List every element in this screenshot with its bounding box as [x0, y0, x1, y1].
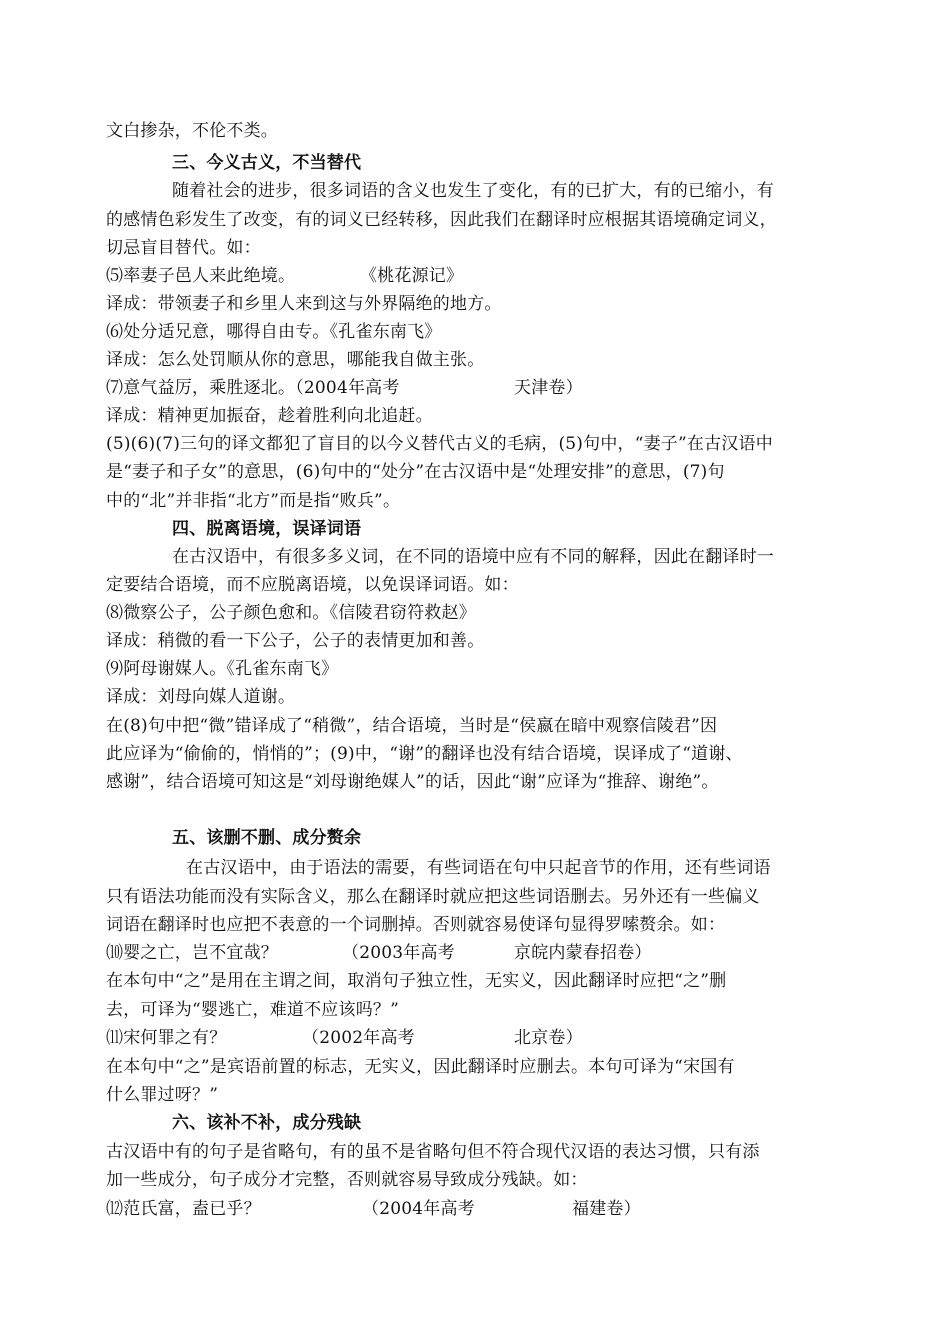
section-heading-4: 四、脱离语境，误译词语	[172, 519, 362, 539]
example-5	[106, 265, 846, 287]
note-line: 在(8)句中把“微”错译成了“稍微”，结合语境，当时是“侯嬴在暗中观察信陵君”因	[106, 716, 718, 736]
paragraph-line: 定要结合语境，而不应脱离语境，以免误译词语。如：	[106, 575, 519, 595]
example-12	[106, 1198, 846, 1220]
translation-9: 译成：刘母向媒人道谢。	[106, 687, 296, 707]
translation-7: 译成：精神更加振奋，趁着胜利向北追赶。	[106, 406, 433, 426]
paragraph-line: 在古汉语中，由于语法的需要，有些词语在句中只起音节的作用，还有些词语	[186, 858, 771, 878]
translation-8: 译成：稍微的看一下公子，公子的表情更加和善。	[106, 631, 485, 651]
paragraph-line: 随着社会的进步，很多词语的含义也发生了变化，有的已扩大，有的已缩小，有	[172, 181, 774, 201]
example-9: ⑼阿母谢媒人。《孔雀东南飞》	[106, 659, 339, 679]
note-line: 在本句中“之”是宾语前置的标志，无实义，因此翻译时应删去。本句可译为“宋国有	[106, 1057, 735, 1077]
example-10	[106, 942, 846, 964]
note-line: 在本句中“之”是用在主谓之间，取消句子独立性，无实义，因此翻译时应把“之”删	[106, 971, 727, 991]
example-text: ⑾宋何罪之有？	[106, 1028, 227, 1048]
note-line: (5)(6)(7)三句的译文都犯了盲目的以今义替代古义的毛病，(5)句中，“妻子”在古汉语中	[106, 434, 773, 454]
paragraph-line: 只有语法功能而没有实际含义，那么在翻译时就应把这些词语删去。另外还有一些偏义	[106, 887, 760, 907]
note-line: 此应译为“偷偷的，悄悄的”；(9)中，“谢”的翻译也没有结合语境，误译成了“道谢、	[106, 744, 743, 764]
example-6: ⑹处分适兄意，哪得自由专。《孔雀东南飞》	[106, 322, 442, 342]
paragraph-line: 加一些成分，句子成分才完整，否则就容易导致成分残缺。如：	[106, 1170, 588, 1190]
paragraph-line: 的感情色彩发生了改变，有的词义已经转移，因此我们在翻译时应根据其语境确定词义，	[106, 210, 777, 230]
note-line: 感谢”，结合语境可知这是“刘母谢绝媒人”的话，因此“谢”应译为“推辞、谢绝”。	[106, 772, 719, 792]
note-line: 中的“北”并非指“北方”而是指“败兵”。	[106, 491, 401, 511]
section-heading-5: 五、该删不删、成分赘余	[172, 828, 362, 848]
note-line: 是“妻子和子女”的意思，(6)句中的“处分”在古汉语中是“处理安排”的意思，(7)句	[106, 462, 725, 482]
example-text: ⑽婴之亡，岂不宜哉？	[106, 943, 278, 963]
paragraph-line: 在古汉语中，有很多多义词，在不同的语境中应有不同的解释，因此在翻译时一	[172, 547, 774, 567]
example-source: 《桃花源记》	[360, 266, 464, 286]
translation-6: 译成：怎么处罚顺从你的意思，哪能我自做主张。	[106, 350, 485, 370]
section-heading-3: 三、今义古义，不当替代	[172, 153, 362, 173]
example-source: （2002年高考	[302, 1028, 415, 1048]
example-8: ⑻微察公子，公子颜色愈和。《信陵君窃符救赵》	[106, 603, 476, 623]
example-source: （2003年高考	[342, 943, 455, 963]
note-line: 去，可译为“婴逃亡，难道不应该吗？”	[106, 1000, 399, 1020]
example-source: （2004年高考	[362, 1199, 475, 1219]
paragraph-line: 切忌盲目替代。如：	[106, 238, 261, 258]
example-7	[106, 377, 846, 399]
example-source: 北京卷）	[514, 1028, 583, 1048]
example-text: ⑿范氏富，盍已乎？	[106, 1199, 261, 1219]
translation-5: 译成：带领妻子和乡里人来到这与外界隔绝的地方。	[106, 294, 502, 314]
section-heading-6: 六、该补不补，成分残缺	[172, 1113, 362, 1133]
example-11	[106, 1027, 846, 1049]
paragraph-line: 古汉语中有的句子是省略句，有的虽不是省略句但不符合现代汉语的表达习惯，只有添	[106, 1142, 760, 1162]
text-line: 文白掺杂，不伦不类。	[106, 121, 278, 141]
example-source: 天津卷）	[514, 378, 583, 398]
paragraph-line: 词语在翻译时也应把不表意的一个词删掉。否则就容易使译句显得罗嗦赘余。如：	[106, 915, 726, 935]
note-line: 什么罪过呀？”	[106, 1085, 219, 1105]
example-text: ⑺意气益厉，乘胜逐北。（2004年高考	[106, 378, 400, 398]
example-source: 京皖内蒙春招卷）	[514, 943, 652, 963]
example-source: 福建卷）	[572, 1199, 641, 1219]
example-text: ⑸率妻子邑人来此绝境。	[106, 266, 296, 286]
